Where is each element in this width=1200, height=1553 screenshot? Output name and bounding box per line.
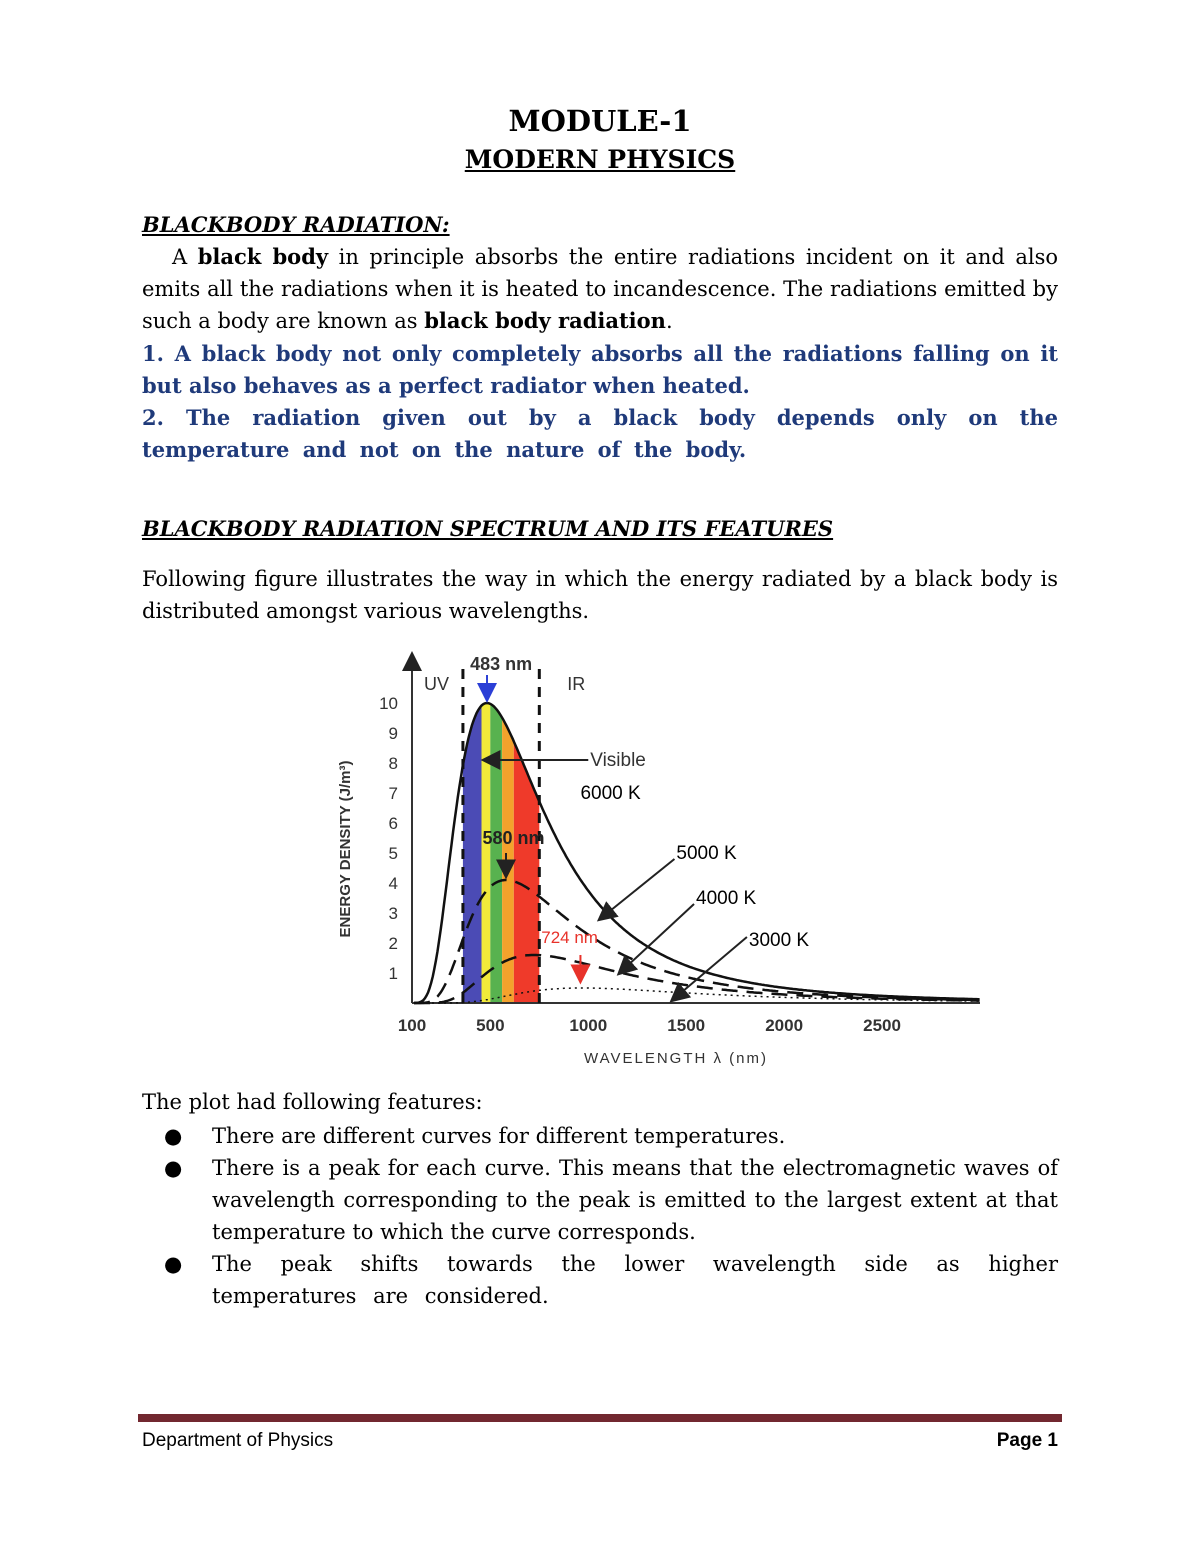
subject-title: MODERN PHYSICS — [464, 145, 736, 174]
chart-axes — [337, 655, 980, 1067]
x-tick-label: 1500 — [667, 1016, 706, 1035]
curve-label-4000k: 4000 K — [696, 888, 757, 909]
y-tick-label: 10 — [379, 694, 398, 713]
peak-range-label: 483 nm — [470, 654, 533, 674]
section-heading-blackbody: BLACKBODY RADIATION: — [142, 212, 450, 237]
features-list — [142, 1120, 1058, 1312]
y-tick-label: 3 — [388, 904, 398, 923]
spectrum-intro: Following figure illustrates the way in which the energy radiated by a black body is distributed amongst various wavelengths. — [142, 567, 1058, 623]
curve-label-6000k: 6000 K — [580, 783, 641, 804]
curve-label-5000k: 5000 K — [676, 843, 737, 864]
bullet-icon: ● — [164, 1156, 183, 1180]
intro-text-a: A — [172, 245, 198, 269]
visible-label: Visible — [590, 750, 646, 771]
point-1 — [142, 338, 1058, 402]
ir-label: IR — [567, 674, 586, 694]
footer-divider — [138, 1414, 1062, 1422]
list-item — [142, 1248, 1058, 1312]
point-2-number: 2. — [142, 405, 164, 430]
intro-text-c: in principle absorbs the entire radiations incident on it and also emits all the radiations when it is heated to incandescence. The radiations emitted by such a body are known as — [142, 245, 1059, 333]
peak-4000-label: 724 nm — [541, 928, 598, 947]
x-tick-label: 500 — [476, 1016, 505, 1035]
point-2-text: The radiation given out by a black body depends only on the temperature and not on the nature of the body. — [142, 405, 1058, 462]
point-1-text: A black body not only completely absorbs all the radiations falling on it but also behaves as a perfect radiator when heated. — [142, 341, 1058, 398]
bullet-text: The peak shifts towards the lower wavelength side as higher temperatures are considered. — [212, 1252, 1058, 1308]
point-2 — [142, 402, 1058, 466]
uv-label: UV — [424, 674, 450, 694]
curve-label-3000k: 3000 K — [748, 930, 810, 951]
module-title: MODULE-1 — [508, 104, 692, 138]
blackbody-spectrum-chart — [320, 645, 1000, 1075]
features-intro: The plot had following features: — [142, 1090, 483, 1114]
intro-bold-radiation: black body radiation — [424, 308, 666, 333]
bullet-text: There are different curves for different temperatures. — [212, 1124, 786, 1148]
visible-band-1 — [482, 703, 491, 1003]
y-axis-label: ENERGY DENSITY (J/m³) — [337, 760, 354, 938]
intro-text-e: . — [665, 309, 673, 333]
point-1-number: 1. — [142, 341, 164, 366]
section-heading-spectrum: BLACKBODY RADIATION SPECTRUM AND ITS FEATURES — [142, 516, 834, 541]
bullet-icon: ● — [164, 1252, 183, 1276]
y-tick-label: 5 — [388, 844, 398, 863]
pointer-4000k — [620, 904, 694, 973]
x-tick-label: 2000 — [765, 1016, 804, 1035]
x-tick-label: 1000 — [569, 1016, 608, 1035]
list-item — [142, 1120, 1058, 1152]
intro-paragraph — [142, 241, 1058, 337]
footer-page-number: Page 1 — [996, 1430, 1058, 1451]
x-tick-label: 2500 — [863, 1016, 901, 1035]
y-tick-label: 7 — [388, 784, 398, 803]
y-tick-label: 8 — [388, 754, 398, 773]
x-tick-label: 100 — [397, 1016, 427, 1035]
visible-band-2 — [490, 704, 502, 1003]
visible-bands — [463, 703, 539, 1003]
visible-band-4 — [514, 742, 540, 1004]
y-tick-label: 9 — [388, 724, 398, 743]
footer-department: Department of Physics — [142, 1430, 334, 1451]
y-tick-label: 6 — [388, 814, 398, 833]
y-tick-label: 4 — [388, 874, 398, 893]
list-item — [142, 1152, 1058, 1248]
bullet-icon: ● — [164, 1124, 183, 1148]
x-axis-label: WAVELENGTH λ (nm) — [583, 1050, 769, 1067]
y-tick-label: 1 — [388, 964, 398, 983]
y-tick-label: 2 — [388, 934, 398, 953]
peak-5000-label: 580 nm — [482, 828, 545, 848]
pointer-5000k — [600, 859, 674, 919]
bullet-text: There is a peak for each curve. This means that the electromagnetic waves of wavelength corresponding to the peak is emitted to the largest extent at that temperature to which the curve corresponds. — [212, 1156, 1058, 1244]
intro-bold-black-body: black body — [197, 244, 329, 269]
